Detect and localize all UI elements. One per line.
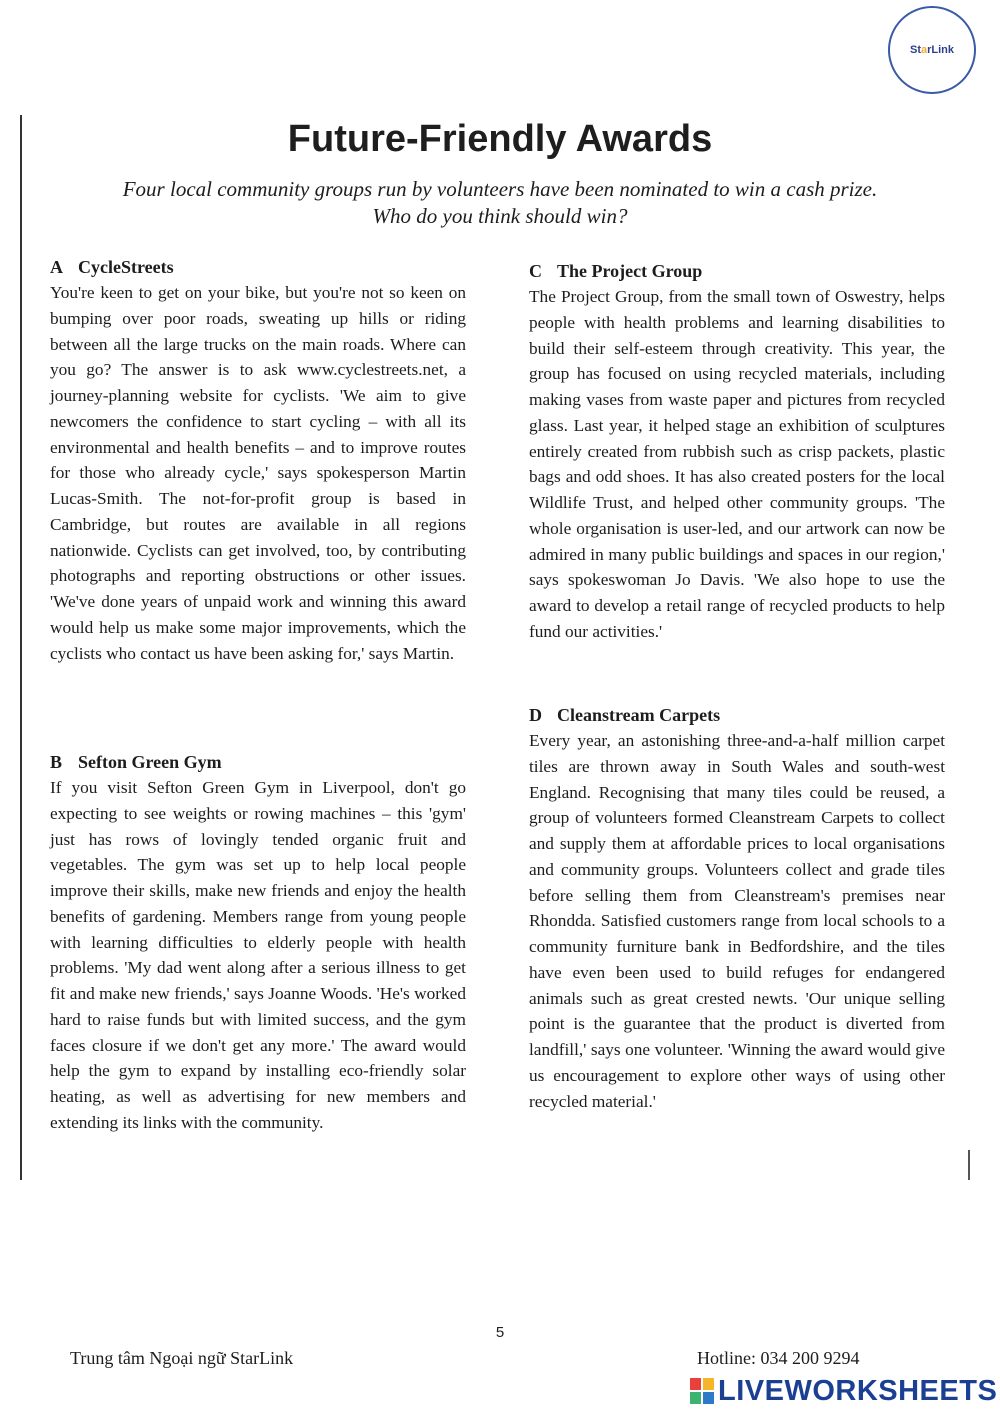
section-letter: A — [50, 257, 63, 277]
section-cleanstream-carpets — [529, 702, 945, 1114]
section-name: The Project Group — [557, 261, 703, 281]
page-title: Future-Friendly Awards — [287, 118, 713, 160]
section-name: CycleStreets — [78, 257, 174, 277]
logo-text-part: rLink — [927, 44, 955, 56]
section-letter: D — [529, 705, 542, 725]
footer-hotline: Hotline: 034 200 9294 — [697, 1348, 860, 1368]
section-cyclestreets — [50, 254, 466, 666]
frame-border-left — [20, 115, 22, 1180]
page-subtitle — [60, 176, 940, 230]
liveworksheets-icon — [690, 1378, 714, 1404]
section-project-group — [529, 258, 945, 645]
logo-star-letter: a — [920, 44, 928, 56]
section-body: The Project Group, from the small town of Oswestry, helps people with health problems and learning disabilities to build their self-esteem through creativity. This year, the group has focused on using recycled materials, including making vases from waste paper and pictures from recycled glass. Last year, it helped stage an exhibition of sculptures entirely created from rubbish such as crisp packets, plastic bags and odd shoes. It has also created posters for the local Wildlife Trust, and helped other community groups. 'The whole organisation is user-led, and our artwork can now be admired in many public buildings and spaces in our region,' says spokeswoman Jo Davis. 'We also hope to use the award to develop a retail range of recycled products to help fund our activities.' — [529, 287, 945, 641]
section-name: Cleanstream Carpets — [557, 705, 721, 725]
section-sefton-green-gym — [50, 749, 466, 1136]
section-letter: C — [529, 261, 542, 281]
logo-text-part: St — [909, 44, 921, 56]
liveworksheets-logo — [690, 1374, 997, 1408]
section-heading — [529, 258, 945, 284]
section-heading — [50, 254, 466, 280]
liveworksheets-text: LIVEWORKSHEETS — [718, 1374, 998, 1407]
section-letter: B — [50, 752, 63, 772]
section-body: If you visit Sefton Green Gym in Liverpool, don't go expecting to see weights or rowing machines – this 'gym' just has rows of lovingly tended organic fruit and vegetables. The gym was set up to help local people improve their skills, make new friends and enjoy the health benefits of gardening. Members range from young people with learning difficulties to elderly people with health problems. 'My dad went along after a serious illness to get fit and make new friends,' says Joanne Woods. 'He's worked hard to raise funds but with limited success, and the gym faces closure if we don't get any more.' The award would help the gym to expand by installing eco-friendly solar heating, as well as advertising for new members and extending its links with the community. — [50, 778, 466, 1132]
section-heading — [529, 702, 945, 728]
page-number: 5 — [495, 1324, 505, 1341]
subtitle-line: Who do you think should win? — [372, 204, 628, 228]
section-heading — [50, 749, 466, 775]
section-body: Every year, an astonishing three-and-a-half million carpet tiles are thrown away in South Wales and south-west England. Recognising that many tiles could be reused, a group of volunteers formed Cleanstream Carpets to collect and supply them at affordable prices to local organisations and community groups. Volunteers collect and grade tiles before selling them from Cleanstream's premises near Rhondda. Satisfied customers range from local schools to a community furniture bank in Bedfordshire, and the tiles have even been used to build refuges for endangered animals such as great crested newts. 'Our unique selling point is the guarantee that the product is diverted from landfill,' says one volunteer. 'Winning the award would give us encouragement to explore other ways of using other recycled material.' — [529, 731, 945, 1111]
subtitle-line: Four local community groups run by volunteers have been nominated to win a cash prize. — [122, 177, 878, 201]
section-name: Sefton Green Gym — [78, 752, 222, 772]
footer-center-name: Trung tâm Ngoại ngữ StarLink — [70, 1348, 294, 1368]
frame-border-right — [968, 1150, 970, 1180]
starlink-logo — [888, 6, 976, 94]
section-body: You're keen to get on your bike, but you're not so keen on bumping over poor roads, sweating up hills or riding between all the large trucks on the main roads. Where can you go? The answer is to ask www.cyclestreets.net, a journey-planning website for cyclists. 'We aim to give newcomers the confidence to start cycling – with all its environmental and health benefits – and to improve routes for those who already cycle,' says spokesperson Martin Lucas-Smith. The not-for-profit group is based in Cambridge, but routes are available in all regions nationwide. Cyclists can get involved, too, by contributing photographs and reporting obstructions or other issues. 'We've done years of unpaid work and winning this award would help us make some major improvements, which the cyclists who contact us have been asking for,' says Martin. — [50, 283, 466, 663]
